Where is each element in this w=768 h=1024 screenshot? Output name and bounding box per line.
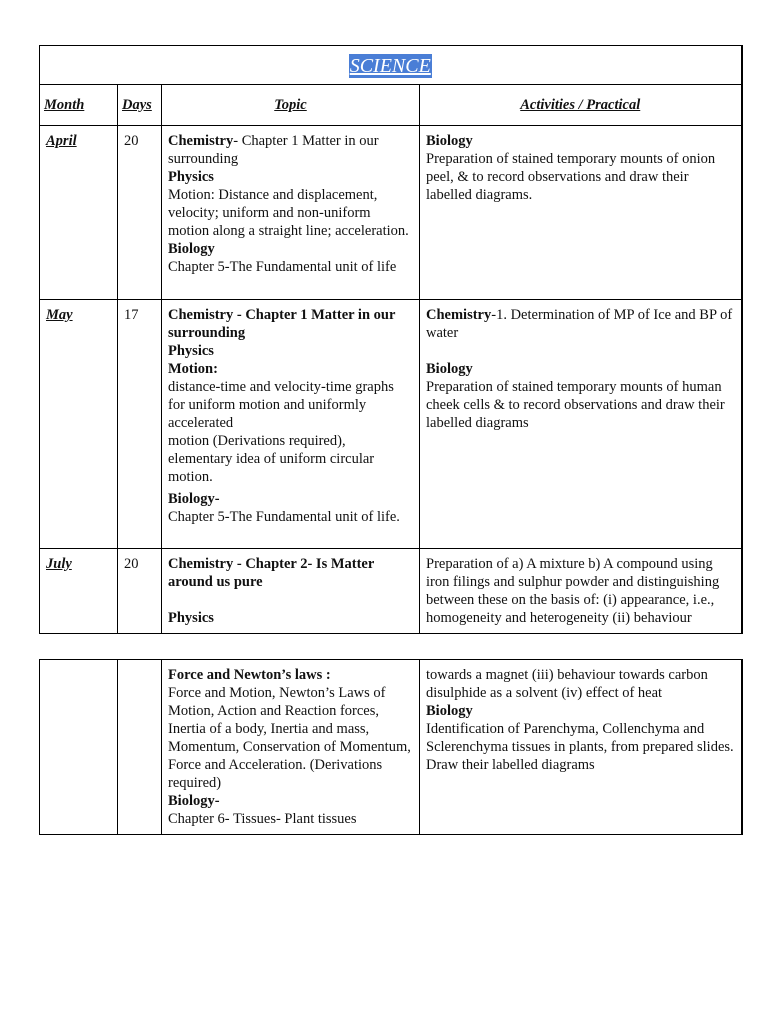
syllabus-table: [39, 45, 743, 634]
motion-label: Motion:: [168, 361, 218, 377]
biology-text: Chapter 6- Tissues- Plant tissues: [168, 811, 357, 827]
physics-label: Physics: [168, 610, 214, 626]
header-activities: Activities / Practical: [420, 85, 742, 126]
biology-text: Chapter 5-The Fundamental unit of life.: [168, 509, 400, 525]
activities-cell: [420, 660, 742, 835]
month-cell: April: [46, 133, 77, 149]
chemistry-label: Chemistry: [426, 307, 492, 323]
motion-text: distance-time and velocity-time graphs for uniform motion and uniformly accelerated: [168, 379, 394, 431]
header-month: Month: [40, 85, 118, 126]
month-cell: May: [46, 307, 73, 323]
biology-text: Identification of Parenchyma, Collenchyma and Sclerenchyma tissues in plants, from prepared slides. Draw their labelled diagrams: [426, 721, 734, 773]
days-cell: 20: [118, 549, 162, 634]
syllabus-table-continued: [39, 659, 743, 835]
physics-text: Motion: Distance and displacement, velocity; uniform and non-uniform motion along a straight line; acceleration.: [168, 187, 409, 239]
table-row: [40, 660, 742, 835]
page-title: SCIENCE: [349, 55, 431, 77]
table-row: [40, 549, 742, 634]
days-cell: 20: [118, 126, 162, 300]
biology-text: Chapter 5-The Fundamental unit of life: [168, 259, 397, 275]
activities-text: Preparation of a) A mixture b) A compound using iron filings and sulphur powder and distinguishing between these on the basis of: (i) appearance, i.e., homogeneity and heterogeneity (ii) behaviour: [426, 556, 720, 626]
chemistry-label: Chemistry - Chapter 2- Is Matter around us pure: [168, 556, 375, 590]
chemistry-label: Chemistry - Chapter 1 Matter in our surrounding: [168, 307, 396, 341]
topic-cell: [162, 126, 420, 300]
days-cell: [118, 660, 162, 835]
physics-label: Physics: [168, 343, 214, 359]
month-cell: July: [46, 556, 72, 572]
activities-cell: [420, 549, 742, 634]
activities-text: towards a magnet (iii) behaviour towards carbon disulphide as a solvent (iv) effect of heat: [426, 667, 708, 701]
biology-label: Biology-: [168, 793, 220, 809]
topic-cell: [162, 549, 420, 634]
table-row: [40, 126, 742, 300]
chemistry-label: Chemistry: [168, 133, 234, 149]
days-cell: 17: [118, 300, 162, 549]
chemistry-text: -1. Determination of MP of Ice and BP of water: [426, 307, 733, 341]
header-topic: Topic: [162, 85, 420, 126]
physics-label: Physics: [168, 169, 214, 185]
force-text: Force and Motion, Newton’s Laws of Motion, Action and Reaction forces, Inertia of a body, Inertia and mass, Momentum, Conservation of Momentum, Force and Acceleration. (Derivations required): [168, 685, 411, 791]
biology-label: Biology: [426, 703, 473, 719]
activities-cell: [420, 126, 742, 300]
biology-label: Biology: [426, 133, 473, 149]
topic-cell: [162, 300, 420, 549]
biology-label: Biology: [168, 241, 215, 257]
biology-label: Biology: [426, 361, 473, 377]
topic-cell: [162, 660, 420, 835]
title-cell: [40, 46, 742, 85]
biology-text: Preparation of stained temporary mounts of onion peel, & to record observations and draw their labelled diagrams.: [426, 151, 716, 203]
header-days: Days: [118, 85, 162, 126]
month-cell: [40, 660, 118, 835]
biology-text: Preparation of stained temporary mounts of human cheek cells & to record observations and draw their labelled diagrams: [426, 379, 725, 431]
activities-cell: [420, 300, 742, 549]
biology-label: Biology-: [168, 491, 220, 507]
chemistry-text: - Chapter 1 Matter in our surrounding: [168, 133, 379, 167]
force-label: Force and Newton’s laws :: [168, 667, 331, 683]
table-row: [40, 300, 742, 549]
motion-text: motion (Derivations required), elementary idea of uniform circular motion.: [168, 433, 375, 485]
